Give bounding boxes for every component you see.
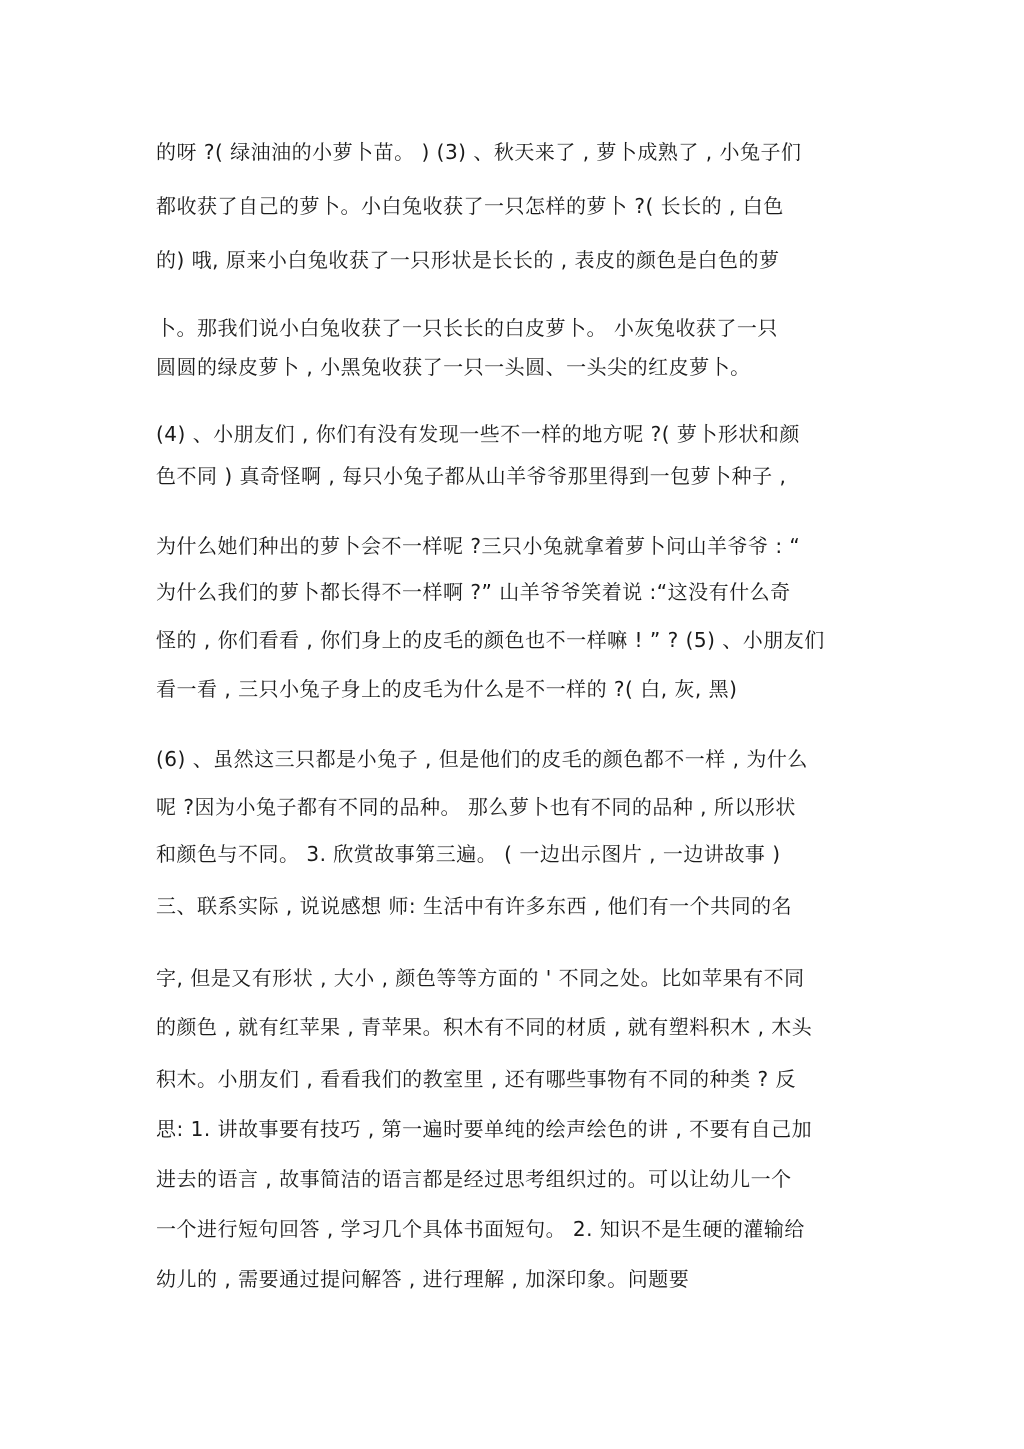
text-line: 积木。小朋友们 , 看看我们的教室里 , 还有哪些事物有不同的种类 ? 反: [156, 1067, 796, 1091]
text-line: 的呀 ?( 绿油油的小萝卜苗。 ) (3) 、秋天来了 , 萝卜成熟了 , 小兔子们: [156, 140, 802, 164]
text-line: 幼儿的 , 需要通过提问解答 , 进行理解 , 加深印象。问题要: [156, 1267, 690, 1291]
text-line: 呢 ?因为小兔子都有不同的品种。 那么萝卜也有不同的品种 , 所以形状: [156, 795, 796, 819]
text-line: 色不同 ) 真奇怪啊 , 每只小兔子都从山羊爷爷那里得到一包萝卜种子 ,: [156, 464, 787, 488]
text-line: 都收获了自己的萝卜。小白兔收获了一只怎样的萝卜 ?( 长长的 , 白色: [156, 194, 784, 218]
text-line: 为什么她们种出的萝卜会不一样呢 ?三只小兔就拿着萝卜问山羊爷爷 : “: [156, 534, 801, 558]
text-line: 进去的语言 , 故事简洁的语言都是经过思考组织过的。可以让幼儿一个: [156, 1167, 792, 1191]
text-line: 卜。那我们说小白兔收获了一只长长的白皮萝卜。 小灰兔收获了一只: [156, 316, 778, 340]
text-line: 看一看 , 三只小兔子身上的皮毛为什么是不一样的 ?( 白, 灰, 黑): [156, 677, 738, 701]
text-line: 字, 但是又有形状 , 大小 , 颜色等等方面的 ' 不同之处。比如苹果有不同: [156, 966, 805, 990]
text-line: (6) 、虽然这三只都是小兔子 , 但是他们的皮毛的颜色都不一样 , 为什么: [156, 747, 808, 771]
text-line: (4) 、小朋友们 , 你们有没有发现一些不一样的地方呢 ?( 萝卜形状和颜: [156, 422, 800, 446]
text-line: 为什么我们的萝卜都长得不一样啊 ?” 山羊爷爷笑着说 :“这没有什么奇: [156, 580, 791, 604]
text-line: 三、联系实际 , 说说感想 师: 生活中有许多东西 , 他们有一个共同的名: [156, 894, 793, 918]
text-line: 怪的 , 你们看看 , 你们身上的皮毛的颜色也不一样嘛 ! ” ? (5) 、小朋友们: [156, 628, 825, 652]
text-line: 的) 哦, 原来小白兔收获了一只形状是长长的 , 表皮的颜色是白色的萝: [156, 248, 780, 272]
text-line: 的颜色 , 就有红苹果 , 青苹果。积木有不同的材质 , 就有塑料积木 , 木头: [156, 1015, 813, 1039]
text-line: 一个进行短句回答 , 学习几个具体书面短句。 2. 知识不是生硬的灌输给: [156, 1217, 805, 1241]
text-line: 思: 1. 讲故事要有技巧 , 第一遍时要单纯的绘声绘色的讲 , 不要有自己加: [156, 1117, 813, 1141]
text-line: 和颜色与不同。 3. 欣赏故事第三遍。 ( 一边出示图片 , 一边讲故事 ): [156, 842, 781, 866]
text-line: 圆圆的绿皮萝卜 , 小黑兔收获了一只一头圆、一头尖的红皮萝卜。: [156, 355, 751, 379]
